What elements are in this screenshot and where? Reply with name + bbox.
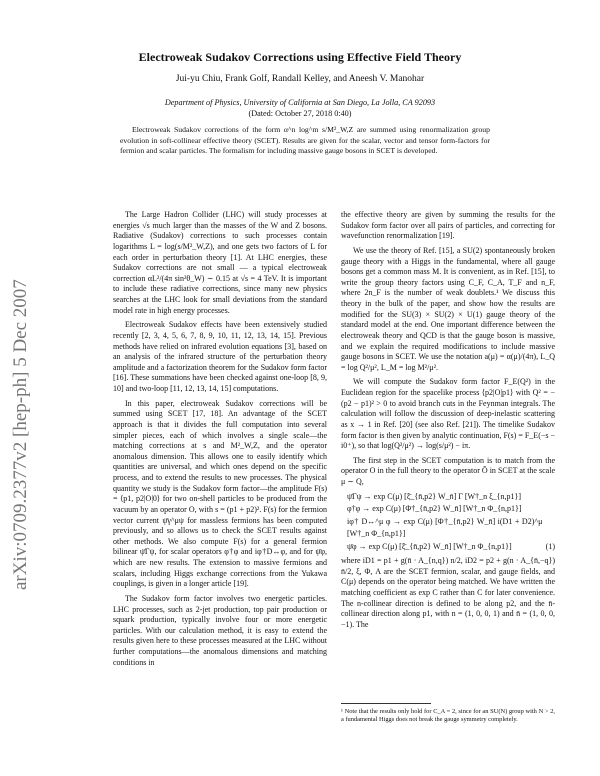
left-column bbox=[113, 210, 327, 668]
right-column bbox=[341, 210, 555, 631]
body-paragraph: Electroweak Sudakov effects have been extensively studied recently [2, 3, 4, 5, 6, 7, 8, 9, 10, 11, 12, 13, 14, 15]. Previous methods have relied on infrared evolution equations [3], based on an analysis of the infrared structure of the perturbation theory amplitude and a factorization theorem for the Sudakov form factor [16]. These summations have been checked against one-loop [8, 9, 10] and two-loop [11, 12, 13, 14, 15] computations. bbox=[113, 320, 327, 393]
equation: ψ̄Γψ → exp C(μ) [ξ̄_{n̄,p2} W_n̄] Γ [W†_n ξ_{n,p1}] bbox=[347, 491, 522, 501]
equation: iφ† D↔^μ φ → exp C(μ) [Φ†_{n̄,p2} W_n̄] i(D1 + D2)^μ [W†_n Φ_{n,p1}] bbox=[347, 516, 543, 539]
equation-row bbox=[347, 541, 555, 554]
equation-number bbox=[539, 491, 555, 504]
date-line: (Dated: October 27, 2018 0:40) bbox=[248, 109, 352, 118]
equation-number: (1) bbox=[545, 541, 555, 551]
body-paragraph: The first step in the SCET computation is to match from the operator O in the full theory to the operator Õ in SCET at the scale μ ∼ Q, bbox=[341, 455, 555, 486]
body-paragraph: We will compute the Sudakov form factor F_E(Q²) in the Euclidean region for the spacelike process ⟨p2|O|p1⟩ with Q² = −(p2 − p1)² > 0 to avoid branch cuts in the Feynman integrals. The calculation will follow the discussion of deep-inelastic scattering as x → 1 in Ref. [20] (see also Ref. [21]). The timelike Sudakov form factor is then given by analytic continuation, F(s) = F_E(−s − i0⁺), so that log(Q²/μ²) → log(s/μ²) − iπ. bbox=[341, 377, 555, 451]
equation-row bbox=[347, 503, 555, 516]
author-list: Jui-yu Chiu, Frank Golf, Randall Kelley, and Aneesh V. Manohar bbox=[175, 74, 425, 84]
paper-title: Electroweak Sudakov Corrections using Effective Field Theory bbox=[138, 50, 462, 64]
equation-row bbox=[347, 516, 555, 541]
equation: φ†φ → exp C(μ) [Φ†_{n̄,p2} W_n̄] [W†_n Φ_{n,p1}] bbox=[347, 504, 522, 514]
body-paragraph: We use the theory of Ref. [15], a SU(2) spontaneously broken gauge theory with a Higgs in the fundamental, where all gauge bosons get a common mass M. It is convenient, as in Ref. [15], to write the group theory factors using C_F, C_A, T_F and n_F, where 2n_F is the number of weak doublets.¹ We discuss this theory in the bulk of the paper, and show how the results are modified for the SU(3) × SU(2) × U(1) gauge theory of the standard model at the end. One important difference between the electroweak theory and QCD is that the gauge boson is massive, and we explain the required modifications to include massive gauge bosons in SCET. We use the notation a(μ) = α(μ)/(4π), L_Q = log Q²/μ², L_M = log M²/μ². bbox=[341, 245, 555, 372]
footnote: ¹ Note that the results only hold for C_A = 2, since for an SU(N) group with N > 2, a fundamental Higgs does not break the gauge symmetry completely. bbox=[341, 708, 555, 724]
body-paragraph: the effective theory are given by summing the results for the Sudakov form factor over all pairs of particles, and correcting for wavefunction renormalization [19]. bbox=[341, 210, 555, 241]
arxiv-identifier-svg bbox=[2, 175, 36, 595]
equation-row bbox=[347, 491, 555, 504]
body-paragraph: The Sudakov form factor involves two energetic particles. LHC processes, such as 2-jet production, top pair production or squark production, typically involve four or more energetic particles. With our calculation method, it is easy to extend the results given here to these processes measured at the LHC without further computations—the anomalous dimensions and matching conditions in bbox=[113, 593, 327, 667]
abstract: Electroweak Sudakov corrections of the form α^n log^m s/M²_W,Z are summed using renormalization group evolution in soft-collinear effective theory (SCET). Results are given for the scalar, vector and tensor form-factors for fermion and scalar particles. The formalism for including massive gauge bosons in SCET is developed. bbox=[120, 125, 490, 156]
arxiv-identifier bbox=[2, 175, 36, 595]
equation-number bbox=[542, 516, 555, 541]
equation-number bbox=[539, 503, 555, 516]
equation: ψ̄φ → exp C(μ) [ξ̄_{n̄,p2} W_n̄] [W†_n Φ_{n,p1}] bbox=[347, 541, 512, 551]
affiliation: Department of Physics, University of California at San Diego, La Jolla, CA 92093 bbox=[164, 98, 436, 107]
body-paragraph: In this paper, electroweak Sudakov corrections will be summed using SCET [17, 18]. An advantage of the SCET approach is that it divides the full computation into several simpler pieces, each of which involves a single scale—the matching corrections at s and M²_W,Z, and the operator anomalous dimension. This allows one to easily identify which quantities are universal, and which ones depend on the specific process, and to extend the results to new processes. The physical quantity we study is the Sudakov form factor—the amplitude F(s) = ⟨p1, p2|O|0⟩ for two on-shell particles to be produced from the vacuum by an operator O, with s = (p1 + p2)². F(s) for the fermion vector current ψ̄γ^μψ for massless fermions has been computed previously, and so allows us to check the SCET results against other methods. We also compute F(s) for a general fermion bilinear ψ̄Γψ, for scalar operators φ†φ and iφ†D↔φ, and for ψ̄φ, which are new results. The extension to massive fermions and scalars, including Higgs exchange corrections from the Yukawa couplings, is given in a longer article [19]. bbox=[113, 398, 327, 589]
arxiv-identifier-text: arXiv:0709.2377v2 [hep-ph] 5 Dec 2007 bbox=[10, 279, 31, 590]
equation-block bbox=[347, 491, 555, 554]
body-paragraph: where iD1 = p1 + g(n̄ · A_{n,q}) n/2, iD2 = p2 + g(n · A_{n̄,−q}) n̄/2, ξ, Φ, A are the SCET fermion, scalar, and gauge fields, and C(μ) depends on the operator being matched. We have written the matching coefficient as exp C rather than C for later convenience. The n-collinear direction is defined to be along p2, and the n̄-collinear direction along p1, with n = (1, 0, 0, 1) and n̄ = (1, 0, 0, −1). The bbox=[341, 556, 555, 629]
footnote-rule bbox=[341, 703, 431, 704]
body-paragraph: The Large Hadron Collider (LHC) will study processes at energies √s much larger than the masses of the W and Z bosons. Radiative (Sudakov) corrections to such processes contain logarithms L = log(s/M²_W,Z), and one gets two factors of L for each order in perturbation theory [1]. At LHC energies, these Sudakov corrections are not small — a typical electroweak correction αL²/(4π sin²θ_W) ∼ 0.15 at √s = 4 TeV. It is important to include these radiative corrections, since many new physics searches at the LHC look for small deviations from the standard model rate in high energy processes. bbox=[113, 210, 327, 315]
